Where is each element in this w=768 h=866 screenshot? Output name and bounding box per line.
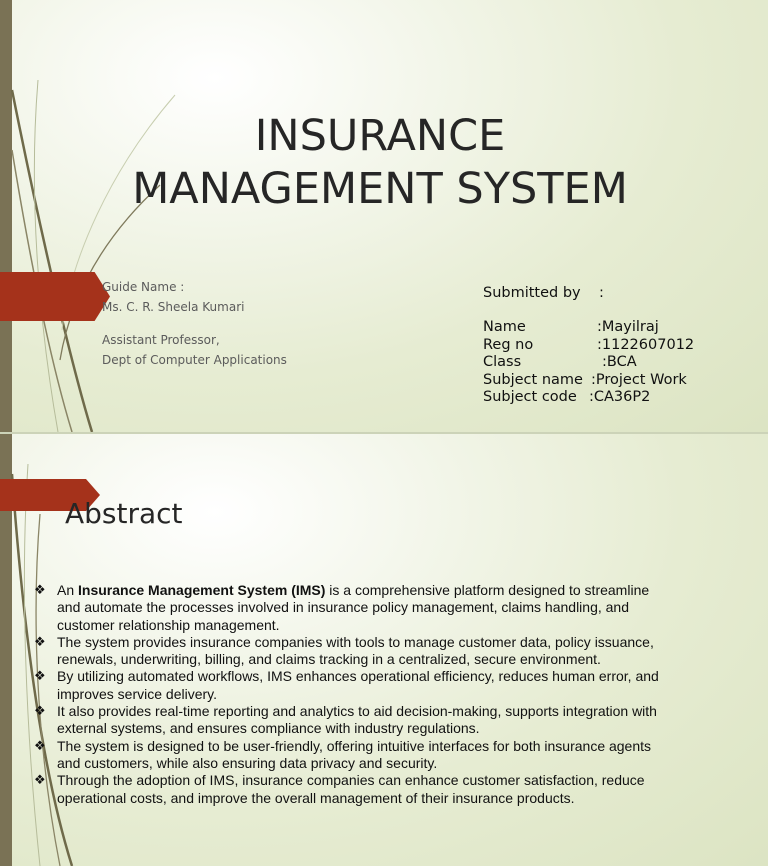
guide-info [102, 277, 287, 370]
presentation-title [0, 110, 760, 216]
field-label: Subject name [483, 371, 583, 388]
abstract-title: Abstract [65, 497, 183, 530]
list-item [34, 582, 674, 634]
submitted-by-block [483, 285, 694, 406]
abstract-bullet-list [34, 582, 674, 807]
field-value: :BCA [602, 354, 637, 371]
list-item [34, 703, 674, 738]
list-item [34, 634, 674, 669]
list-item [34, 738, 674, 773]
title-line-1: INSURANCE [254, 111, 506, 161]
diamond-bullet-icon: ❖ [34, 772, 46, 788]
title-slide [0, 0, 768, 432]
list-item [34, 668, 674, 703]
submitted-by-colon: : [599, 285, 604, 301]
diamond-bullet-icon: ❖ [34, 582, 46, 597]
list-item [34, 772, 674, 807]
field-label: Reg no [483, 336, 534, 353]
bullet-text: The system is designed to be user-friendly, offering intuitive interfaces for both insurance agents and customers, while also ensuring data privacy and security. [57, 737, 652, 771]
submitted-by-label: Submitted by [483, 285, 581, 301]
bullet-text: Through the adoption of IMS, insurance companies can enhance customer satisfaction, reduce operational costs, and improve the overall management of their insurance products. [57, 772, 645, 806]
abstract-slide [0, 434, 768, 866]
bullet-text: By utilizing automated workflows, IMS enhances operational efficiency, reduces human error, and improves service delivery. [57, 668, 659, 702]
diamond-bullet-icon: ❖ [34, 633, 46, 649]
diamond-bullet-icon: ❖ [34, 668, 46, 684]
field-value: :Mayilraj [597, 319, 659, 336]
field-value: :Project Work [591, 371, 687, 388]
guide-name: Ms. C. R. Sheela Kumari [102, 300, 245, 314]
guide-department: Dept of Computer Applications [102, 353, 287, 367]
submitted-row-class [483, 354, 694, 371]
bullet-bold: Insurance Management System (IMS) [78, 582, 326, 598]
submitted-row-subject-code [483, 389, 694, 406]
field-value: :CA36P2 [589, 389, 651, 406]
title-line-2: MANAGEMENT SYSTEM [132, 164, 628, 214]
bullet-text: is a comprehensive platform designed to streamline and automate the processes involved in insurance policy management, claims handling, and customer relationship management. [57, 582, 650, 633]
diamond-bullet-icon: ❖ [34, 703, 46, 719]
field-label: Name [483, 319, 526, 336]
red-tab-accent [0, 272, 110, 321]
submitted-row-subject-name [483, 372, 694, 389]
submitted-row-reg-no [483, 337, 694, 354]
bullet-text: It also provides real-time reporting and analytics to aid decision-making, supports integration with external systems, and ensures compliance with industry regulations. [57, 703, 657, 737]
field-label: Subject code [483, 389, 577, 406]
guide-designation: Assistant Professor, [102, 333, 220, 347]
field-value: :1122607012 [597, 336, 695, 353]
submitted-by-heading [483, 285, 694, 302]
field-label: Class [483, 354, 522, 371]
diamond-bullet-icon: ❖ [34, 737, 46, 753]
bullet-text: The system provides insurance companies with tools to manage customer data, policy issuance, renewals, underwriting, billing, and claims tracking in a centralized, secure environment. [57, 633, 654, 668]
bullet-prefix: An [57, 582, 79, 598]
submitted-row-name [483, 319, 694, 336]
guide-label: Guide Name : [102, 280, 185, 294]
